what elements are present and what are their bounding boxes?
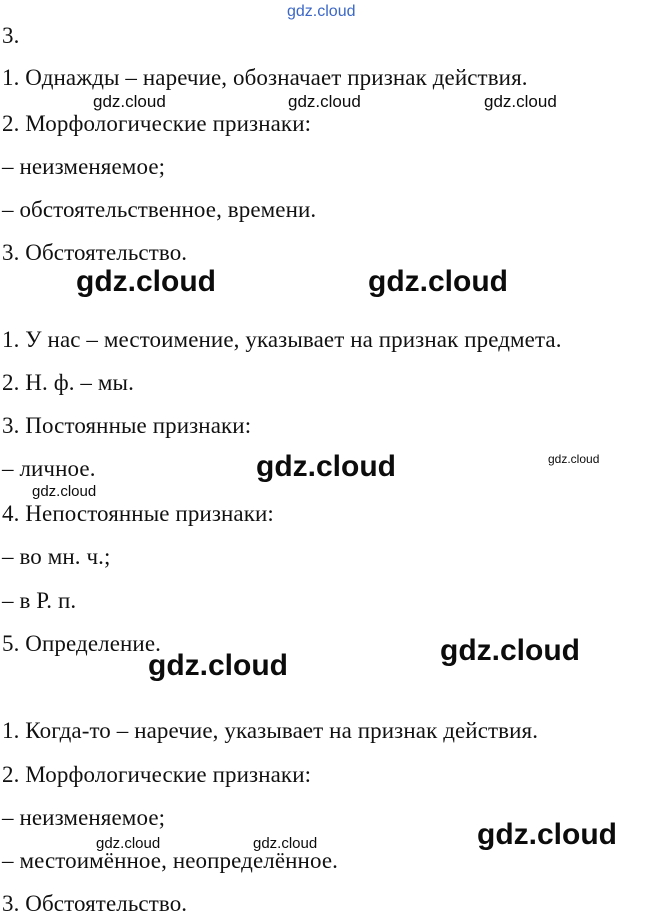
task-number: 3. (2, 23, 20, 48)
text-line: 3. Обстоятельство. (2, 891, 188, 916)
watermark: gdz.cloud (484, 92, 557, 111)
text-line: – в Р. п. (2, 588, 77, 613)
text-line: 3. Постоянные признаки: (2, 413, 252, 438)
watermark: gdz.cloud (253, 835, 318, 852)
text-line: 2. Морфологические признаки: (2, 762, 312, 787)
watermark: gdz.cloud (288, 92, 361, 111)
text-line: – местоимённое, неопределённое. (2, 848, 339, 873)
text-line: – личное. (2, 456, 96, 481)
watermark: gdz.cloud (256, 450, 396, 483)
text-line: 3. Обстоятельство. (2, 240, 188, 265)
text-line: 5. Определение. (2, 631, 161, 656)
watermark: gdz.cloud (548, 452, 600, 466)
watermark: gdz.cloud (368, 265, 508, 298)
text-line: – во мн. ч.; (2, 544, 111, 569)
text-line: 2. Морфологические признаки: (2, 111, 312, 136)
watermark: gdz.cloud (76, 265, 216, 298)
text-line: – обстоятельственное, времени. (2, 197, 317, 222)
watermark: gdz.cloud (32, 483, 97, 500)
watermark: gdz.cloud (477, 818, 617, 851)
text-line: 1. У нас – местоимение, указывает на признак предмета. (2, 327, 562, 352)
text-line: 1. Когда-то – наречие, указывает на признак действия. (2, 718, 539, 743)
watermark: gdz.cloud (148, 649, 288, 682)
text-line: 4. Непостоянные признаки: (2, 501, 274, 526)
watermark-top: gdz.cloud (287, 3, 356, 20)
text-line: – неизменяемое; (2, 154, 166, 179)
watermark: gdz.cloud (93, 92, 166, 111)
watermark: gdz.cloud (440, 634, 580, 667)
text-line: 2. Н. ф. – мы. (2, 370, 134, 395)
text-line: – неизменяемое; (2, 805, 166, 830)
text-line: 1. Однажды – наречие, обозначает признак действия. (2, 65, 528, 90)
watermark: gdz.cloud (96, 835, 161, 852)
